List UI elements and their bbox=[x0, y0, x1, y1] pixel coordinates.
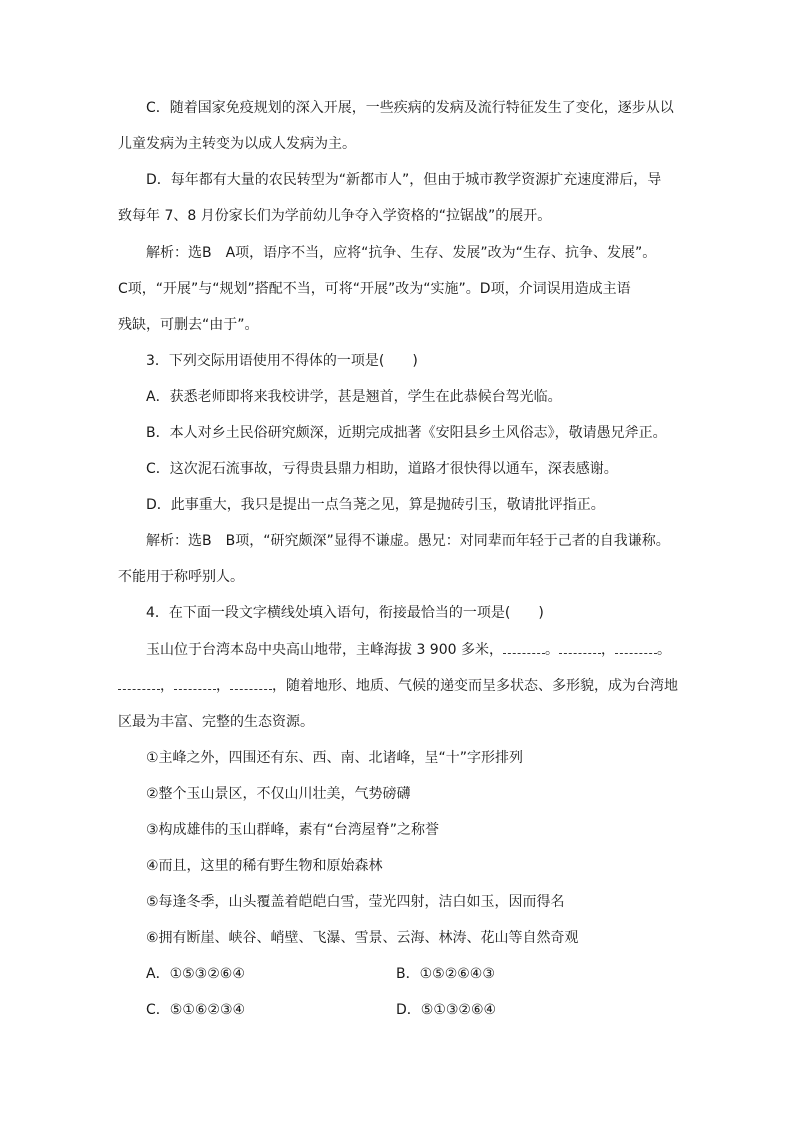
q2-analysis-line2: C项，“开展”与“规划”搭配不当，可将“开展”改为“实施”。D项，介词误用造成主语 bbox=[118, 281, 631, 297]
q4-option-d: D．⑤①③②⑥④ bbox=[396, 1002, 497, 1018]
q3-option-d: D．此事重大，我只是提出一点刍荛之见，算是抛砖引玉，敬请批评指正。 bbox=[146, 497, 605, 513]
q4-passage-line2 bbox=[118, 676, 678, 696]
q4-sentence-3: ③构成雄伟的玉山群峰，素有“台湾屋脊”之称誉 bbox=[146, 822, 440, 838]
q3-option-c: C．这次泥石流事故，亏得贵县鼎力相助，道路才很快得以通车，深表感谢。 bbox=[146, 461, 618, 477]
q4-passage-line2-text: ，随着地形、地质、气候的递变而呈多状态、多形貌，成为台湾地 bbox=[272, 678, 678, 694]
q4-option-a: A．①⑤③②⑥④ bbox=[146, 966, 245, 982]
punct: 。 bbox=[544, 642, 559, 658]
q2-option-d-line2: 致每年 7、8 月份家长们为学前幼儿争夺入学资格的“拉锯战”的展开。 bbox=[118, 208, 552, 224]
q3-stem: 3．下列交际用语使用不得体的一项是( ) bbox=[146, 353, 418, 369]
q2-analysis-line1: 解析：选B A项，语序不当，应将“抗争、生存、发展”改为“生存、抗争、发展”。 bbox=[146, 245, 657, 261]
q4-sentence-2: ②整个玉山景区，不仅山川壮美，气势磅礴 bbox=[146, 786, 411, 802]
q2-option-c-line2: 儿童发病为主转变为以成人发病为主。 bbox=[118, 136, 356, 152]
punct: 。 bbox=[656, 642, 671, 658]
q3-option-a: A．获悉老师即将来我校讲学，甚是翘首，学生在此恭候台驾光临。 bbox=[146, 389, 562, 405]
fill-blank[interactable] bbox=[559, 641, 601, 654]
q3-analysis-line2: 不能用于称呼别人。 bbox=[118, 569, 244, 585]
fill-blank[interactable] bbox=[174, 677, 216, 690]
fill-blank[interactable] bbox=[118, 677, 160, 690]
q4-passage-line3: 区最为丰富、完整的生态资源。 bbox=[118, 714, 314, 730]
q2-analysis-line3: 残缺，可删去“由于”。 bbox=[118, 317, 259, 333]
q3-analysis-line1: 解析：选B B项，“研究颇深”显得不谦虚。愚兄：对同辈而年轻于己者的自我谦称。 bbox=[146, 533, 670, 549]
q4-stem: 4．在下面一段文字横线处填入语句，衔接最恰当的一项是( ) bbox=[146, 605, 544, 621]
q4-passage-line1 bbox=[146, 640, 671, 660]
fill-blank[interactable] bbox=[503, 641, 545, 654]
q4-sentence-5: ⑤每逢冬季，山头覆盖着皑皑白雪，莹光四射，洁白如玉，因而得名 bbox=[146, 894, 565, 910]
q2-option-c-line1: C．随着国家免疫规划的深入开展，一些疾病的发病及流行特征发生了变化，逐步从以 bbox=[146, 100, 674, 116]
q4-sentence-1: ①主峰之外，四围还有东、西、南、北诸峰，呈“十”字形排列 bbox=[146, 750, 524, 766]
q4-passage-text: 玉山位于台湾本岛中央高山地带，主峰海拔 3 900 多米， bbox=[146, 642, 503, 658]
q3-option-b: B．本人对乡土民俗研究颇深，近期完成拙著《安阳县乡土风俗志》，敬请愚兄斧正。 bbox=[146, 425, 667, 441]
q4-option-b: B．①⑤②⑥④③ bbox=[396, 966, 495, 982]
q4-option-c: C．⑤①⑥②③④ bbox=[146, 1002, 246, 1018]
q4-sentence-4: ④而且，这里的稀有野生物和原始森林 bbox=[146, 858, 383, 874]
q2-option-d-line1: D．每年都有大量的农民转型为“新都市人”，但由于城市教学资源扩充速度滞后，导 bbox=[146, 172, 662, 188]
punct: ， bbox=[160, 678, 174, 694]
punct: ， bbox=[216, 678, 230, 694]
q4-sentence-6: ⑥拥有断崖、峡谷、峭壁、飞瀑、雪景、云海、林涛、花山等自然奇观 bbox=[146, 930, 579, 946]
fill-blank[interactable] bbox=[230, 677, 272, 690]
punct: ， bbox=[600, 642, 615, 658]
fill-blank[interactable] bbox=[615, 641, 657, 654]
